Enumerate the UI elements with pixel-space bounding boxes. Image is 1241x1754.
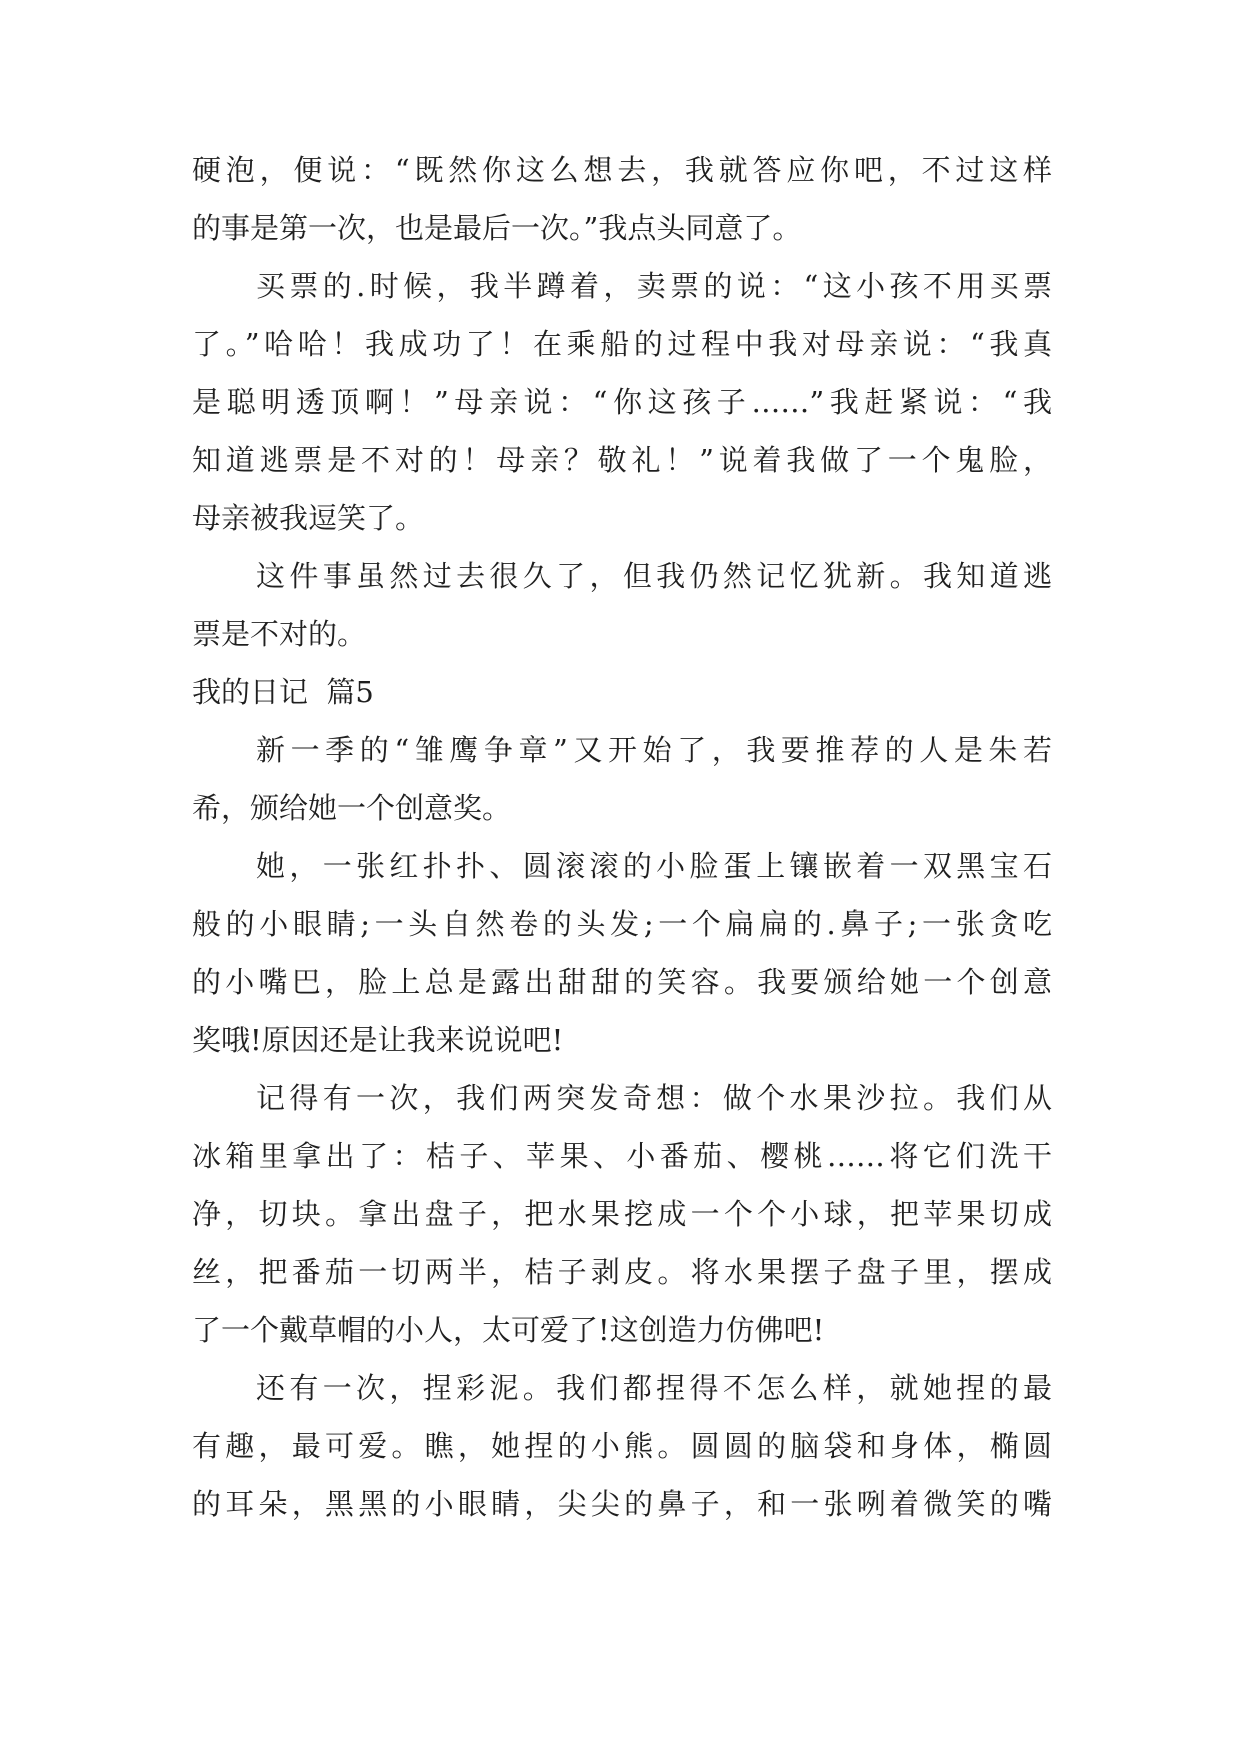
paragraph-1-line-2: 的事是第一次，也是最后一次。”我点头同意了。 [192,211,802,245]
paragraph-5-line-1: 她，一张红扑扑、圆滚滚的小脸蛋上镶嵌着一双黑宝石 [256,849,1052,883]
paragraph-7-line-2: 有趣，最可爱。瞧，她捏的小熊。圆圆的脑袋和身体，椭圆 [192,1429,1052,1463]
paragraph-6-line-2: 冰箱里拿出了：桔子、苹果、小番茄、樱桃……将它们洗干 [192,1139,1052,1173]
paragraph-4-line-1: 新一季的“雏鹰争章”又开始了，我要推荐的人是朱若 [256,733,1052,767]
paragraph-3-line-1: 这件事虽然过去很久了，但我仍然记忆犹新。我知道逃 [256,559,1052,593]
paragraph-5-line-3: 的小嘴巴，脸上总是露出甜甜的笑容。我要颁给她一个创意 [192,965,1052,999]
paragraph-2-line-1: 买票的.时候，我半蹲着，卖票的说：“这小孩不用买票 [256,269,1052,303]
paragraph-7-line-3: 的耳朵，黑黑的小眼睛，尖尖的鼻子，和一张咧着微笑的嘴 [192,1487,1052,1521]
paragraph-5-line-4: 奖哦!原因还是让我来说说吧! [192,1023,564,1057]
paragraph-1-line-1: 硬泡，便说：“既然你这么想去，我就答应你吧，不过这样 [192,153,1052,187]
paragraph-6-line-5: 了一个戴草帽的小人，太可爱了!这创造力仿佛吧! [192,1313,825,1347]
paragraph-6-line-3: 净，切块。拿出盘子，把水果挖成一个个小球，把苹果切成 [192,1197,1052,1231]
paragraph-2-line-4: 知道逃票是不对的！母亲？敬礼！”说着我做了一个鬼脸， [192,443,1052,477]
section-heading: 我的日记 篇5 [192,675,374,709]
paragraph-6-line-1: 记得有一次，我们两突发奇想：做个水果沙拉。我们从 [256,1081,1052,1115]
paragraph-6-line-4: 丝，把番茄一切两半，桔子剥皮。将水果摆子盘子里，摆成 [192,1255,1052,1289]
paragraph-5-line-2: 般的小眼睛;一头自然卷的头发;一个扁扁的.鼻子;一张贪吃 [192,907,1052,941]
paragraph-2-line-5: 母亲被我逗笑了。 [192,501,425,535]
paragraph-2-line-3: 是聪明透顶啊！”母亲说：“你这孩子……”我赶紧说：“我 [192,385,1052,419]
paragraph-7-line-1: 还有一次，捏彩泥。我们都捏得不怎么样，就她捏的最 [256,1371,1052,1405]
paragraph-4-line-2: 希，颁给她一个创意奖。 [192,791,512,825]
paragraph-2-line-2: 了。”哈哈！我成功了！在乘船的过程中我对母亲说：“我真 [192,327,1052,361]
paragraph-3-line-2: 票是不对的。 [192,617,367,651]
